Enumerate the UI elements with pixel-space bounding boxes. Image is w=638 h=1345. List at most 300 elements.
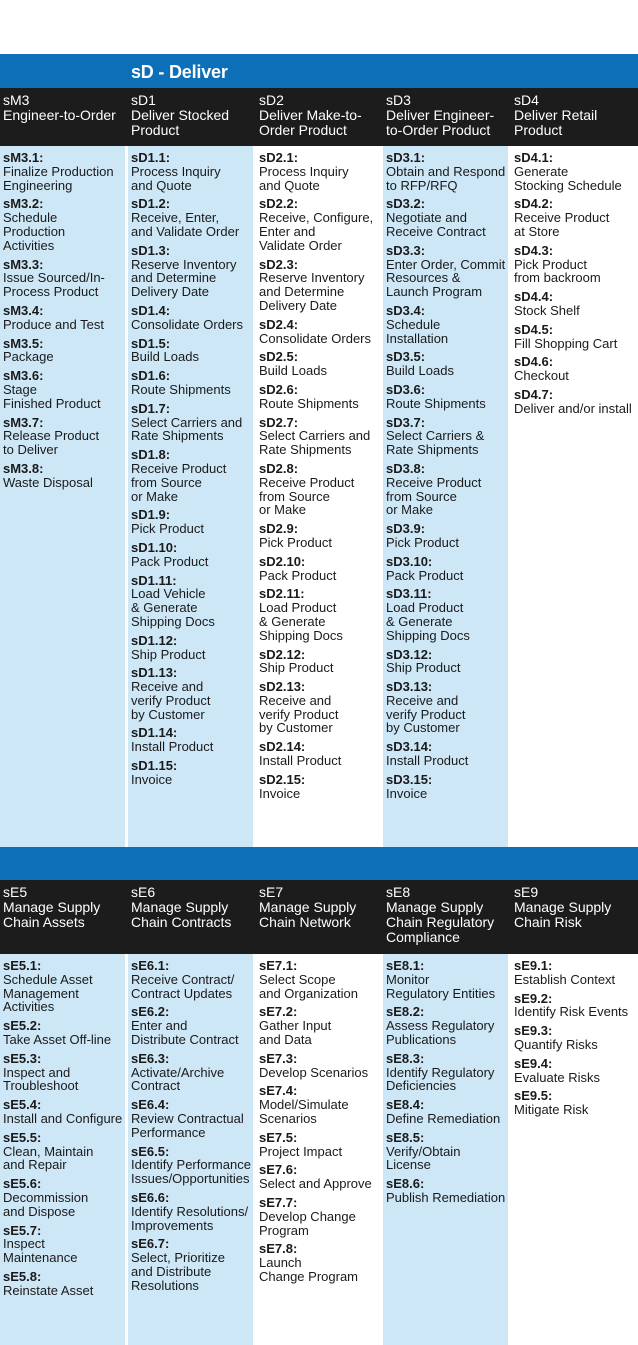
process-code: sE9.4: [514,1055,553,1071]
process-item [0,1019,125,1052]
process-code: sE6.6: [131,1189,170,1205]
process-label: Route Shipments [131,381,231,397]
process-code: sD2.5: [259,349,299,365]
process-code: sD3.14: [386,739,433,755]
header-title: Manage Supply Chain Risk [514,899,612,930]
process-item [256,959,381,1005]
process-code: sE8.2: [386,1004,425,1020]
process-label: Develop Scenarios [259,1064,369,1080]
process-code: sE7.8: [259,1241,298,1257]
process-label: Schedule Installation [386,316,449,346]
process-item [511,388,636,421]
process-label: Project Impact [259,1143,343,1159]
process-item [256,773,381,806]
process-code: sD3.1: [386,150,426,165]
header-title: Engineer-to-Order [3,107,116,123]
deliver-band [0,54,638,88]
process-item [128,508,253,541]
header-title: Manage Supply Chain Regulatory Compliance [386,899,495,945]
process-label: Load Product & Generate Shipping Docs [386,600,470,643]
process-item [383,350,508,383]
process-item [0,1270,125,1303]
process-item [383,151,508,197]
process-code: sD3.9: [386,521,426,537]
process-item [383,587,508,647]
process-code: sE9.1: [514,958,553,973]
section2-column-2 [128,954,253,1345]
process-label: Consolidate Orders [259,330,371,346]
process-label: Evaluate Risks [514,1069,600,1085]
section1-header-sm3 [3,93,127,123]
process-item [383,244,508,304]
process-label: Select Scope and Organization [259,971,359,1001]
header-code: sM3 [3,92,30,108]
process-label: Assess Regulatory Publications [386,1018,495,1047]
process-label: Inspect and Troubleshoot [3,1064,79,1094]
process-item [0,258,125,304]
process-item [256,1005,381,1051]
process-label: Receive Product from Source or Make [259,474,355,518]
process-code: sE6.2: [131,1004,170,1020]
process-label: Identify Performance Issues/Opportunities [131,1157,251,1187]
process-item [0,959,125,1019]
process-item [0,462,125,495]
process-code: sM3.6: [3,368,44,384]
process-label: Monitor Regulatory Entities [386,971,496,1001]
process-label: Build Loads [259,363,327,379]
process-item [0,416,125,462]
process-item [256,740,381,773]
process-code: sD1.7: [131,400,171,416]
process-label: Invoice [259,785,301,801]
process-label: Build Loads [386,363,454,379]
process-code: sE6.1: [131,958,170,973]
process-label: Stage Finished Product [3,381,101,411]
process-label: Fill Shopping Cart [514,335,618,351]
process-code: sD3.2: [386,196,426,212]
header-title: Deliver Stocked Product [131,107,230,138]
process-label: Ship Product [259,660,334,676]
header-title: Deliver Make-to- Order Product [259,107,362,138]
process-item [256,648,381,681]
process-item [0,1131,125,1177]
process-item [128,1237,253,1297]
header-code: sE8 [386,884,411,900]
process-label: Build Loads [131,349,199,365]
process-label: Load Vehicle & Generate Shipping Docs [131,586,215,629]
process-code: sD1.1: [131,150,171,165]
process-label: Reserve Inventory and Determine Delivery Date [131,256,237,300]
process-label: Receive Contract/ Contract Updates [131,971,235,1001]
process-code: sM3.8: [3,460,44,476]
process-label: Stock Shelf [514,302,580,318]
process-code: sD4.6: [514,354,554,370]
section1-header-sd2 [259,93,383,138]
section1-header-sd1 [131,93,255,138]
process-code: sE7.2: [259,1004,298,1020]
process-code: sM3.7: [3,414,44,430]
process-item [511,323,636,356]
process-code: sE9.5: [514,1088,553,1104]
process-code: sD2.9: [259,521,299,537]
process-label: Schedule Asset Management Activities [3,971,93,1015]
process-item [383,1098,508,1131]
process-item [383,1052,508,1098]
process-code: sE6.3: [131,1050,170,1066]
process-label: Ship Product [131,646,206,662]
process-item [256,680,381,740]
process-item [0,1052,125,1098]
process-code: sM3.2: [3,196,44,212]
process-label: Checkout [514,368,569,384]
process-label: Select, Prioritize and Distribute Resolutions [131,1250,225,1293]
process-label: Decommission and Dispose [3,1189,89,1219]
process-label: Pick Product [386,534,459,550]
process-item [0,369,125,415]
process-label: Enter Order, Commit Resources & Launch Program [386,256,506,300]
section1-column-4 [383,146,508,847]
process-item [256,1242,381,1288]
process-label: Launch Change Program [259,1255,358,1284]
process-item [128,1191,253,1237]
process-label: Reserve Inventory and Determine Delivery Date [259,270,365,313]
process-code: sD1.4: [131,302,171,318]
process-label: Schedule Production Activities [3,210,66,253]
process-item [128,666,253,726]
process-item [383,1177,508,1210]
process-label: Receive and verify Product by Customer [386,692,466,736]
process-code: sD2.12: [259,646,306,662]
process-label: Install Product [131,739,214,755]
process-code: sE5.6: [3,1176,42,1192]
process-code: sD4.3: [514,242,554,258]
process-item [0,337,125,370]
process-item [511,1089,636,1122]
section2-header-se5 [3,885,127,930]
process-label: Mitigate Risk [514,1102,589,1118]
section1-column-2 [128,146,253,847]
process-item [0,1177,125,1223]
process-label: Produce and Test [3,316,104,332]
process-item [511,197,636,243]
process-item [511,992,636,1025]
process-label: Route Shipments [386,395,486,411]
process-label: Ship Product [386,660,461,676]
process-code: sD1.10: [131,539,178,555]
section2-header-se7 [259,885,383,930]
process-code: sD3.5: [386,349,426,365]
process-code: sD4.2: [514,196,554,212]
process-code: sD1.8: [131,447,171,463]
header-title: Manage Supply Chain Assets [3,899,101,930]
process-item [128,304,253,337]
process-code: sD1.3: [131,242,171,258]
process-label: Take Asset Off-line [3,1031,112,1047]
process-item [383,416,508,462]
process-code: sD2.10: [259,553,306,569]
process-item [256,151,381,197]
process-code: sD2.8: [259,460,299,476]
process-item [383,304,508,350]
process-item [383,555,508,588]
process-item [383,197,508,243]
process-label: Reinstate Asset [3,1282,94,1298]
process-label: Negotiate and Receive Contract [386,210,486,239]
header-title: Deliver Engineer- to-Order Product [386,107,495,138]
process-label: Invoice [386,785,428,801]
header-code: sD4 [514,92,539,108]
process-code: sD2.7: [259,414,299,430]
header-title: Deliver Retail Product [514,107,598,138]
process-item [128,151,253,197]
section2-header-se8 [386,885,510,945]
process-label: Receive Product at Store [514,210,610,239]
process-code: sD3.8: [386,460,426,476]
section1-column-5 [511,146,636,847]
process-item [383,1005,508,1051]
process-item [256,197,381,257]
process-item [128,634,253,667]
process-item [0,304,125,337]
process-item [0,1224,125,1270]
process-code: sE8.5: [386,1129,425,1145]
process-item [511,1057,636,1090]
process-code: sE5.4: [3,1097,42,1113]
process-item [383,522,508,555]
process-item [511,1024,636,1057]
process-label: Finalize Production Engineering [3,163,114,193]
process-code: sM3.5: [3,335,44,351]
process-item [256,350,381,383]
process-code: sE5.8: [3,1268,42,1284]
process-code: sM3.1: [3,150,44,165]
process-item [128,1052,253,1098]
process-label: Pick Product [259,534,332,550]
process-item [256,383,381,416]
process-label: Quantify Risks [514,1036,598,1052]
process-label: Package [3,349,54,365]
process-code: sD1.13: [131,665,178,681]
process-code: sD2.13: [259,679,306,695]
section1-header-sd4 [514,93,638,138]
section2-column-1 [0,954,125,1345]
process-code: sE7.3: [259,1050,298,1066]
process-code: sE5.5: [3,1129,42,1145]
process-code: sE6.7: [131,1236,170,1252]
process-code: sD4.5: [514,321,554,337]
process-code: sE8.4: [386,1097,425,1113]
process-code: sE9.2: [514,990,553,1006]
process-item [256,587,381,647]
process-item [128,402,253,448]
process-item [256,416,381,462]
process-label: Invoice [131,771,173,787]
process-code: sD1.2: [131,196,171,212]
process-label: Pack Product [131,553,209,569]
process-item [128,1005,253,1051]
process-label: Publish Remediation [386,1189,506,1205]
process-item [128,197,253,243]
process-code: sD4.4: [514,289,554,305]
process-label: Install Product [386,753,469,769]
process-item [256,1131,381,1164]
section1-column-3 [256,146,381,847]
process-label: Install and Configure [3,1110,123,1126]
process-item [128,959,253,1005]
process-label: Receive Product from Source or Make [131,460,227,504]
process-label: Install Product [259,753,342,769]
process-item [0,151,125,197]
process-label: Receive and verify Product by Customer [131,679,211,722]
process-item [511,290,636,323]
process-item [511,355,636,388]
process-item [383,773,508,806]
header-code: sE9 [514,884,539,900]
process-item [256,462,381,522]
process-label: Pick Product from backroom [514,256,601,286]
section1-header-sd3 [386,93,510,138]
section2-header-se9 [514,885,638,930]
process-code: sE7.4: [259,1083,298,1099]
process-item [128,337,253,370]
process-code: sE7.7: [259,1194,298,1210]
process-item [511,244,636,290]
process-label: Process Inquiry and Quote [259,163,349,193]
header-code: sE7 [259,884,284,900]
process-code: sE5.2: [3,1018,42,1034]
section1-header-row [0,88,638,146]
process-code: sD3.3: [386,242,426,258]
process-label: Issue Sourced/In- Process Product [3,270,105,300]
process-code: sD1.6: [131,368,171,384]
process-label: Process Inquiry and Quote [131,163,221,193]
header-code: sD3 [386,92,411,108]
process-code: sD2.4: [259,316,299,332]
process-code: sE6.4: [131,1097,170,1113]
process-item [383,1131,508,1177]
process-code: sD3.15: [386,771,433,787]
process-item [128,726,253,759]
header-code: sE5 [3,884,28,900]
header-code: sD2 [259,92,284,108]
header-code: sD1 [131,92,156,108]
process-code: sE5.1: [3,958,42,973]
process-item [383,383,508,416]
process-label: Develop Change Program [259,1208,356,1238]
process-code: sD1.12: [131,632,178,648]
process-label: Select Carriers & Rate Shipments [386,428,485,458]
process-item [128,1145,253,1191]
process-label: Gather Input and Data [259,1018,332,1047]
section2-header-se6 [131,885,255,930]
process-code: sD2.6: [259,381,299,397]
process-item [0,197,125,257]
process-code: sE8.3: [386,1050,425,1066]
process-code: sM3.3: [3,256,44,272]
process-code: sD1.9: [131,507,171,523]
section2-column-3 [256,954,381,1345]
process-code: sD4.1: [514,150,554,165]
header-title: Manage Supply Chain Network [259,899,357,930]
process-item [128,448,253,508]
process-code: sD3.13: [386,679,433,695]
header-title: Manage Supply Chain Contracts [131,899,232,930]
process-code: sE7.5: [259,1129,298,1145]
process-label: Identify Regulatory Deficiencies [386,1064,495,1094]
process-code: sE6.5: [131,1143,170,1159]
process-label: Verify/Obtain License [386,1143,461,1173]
process-code: sD2.15: [259,771,306,787]
process-label: Route Shipments [259,395,359,411]
process-label: Define Remediation [386,1110,501,1126]
section2-column-5 [511,954,636,1345]
process-item [128,244,253,304]
process-code: sD2.2: [259,196,299,212]
process-item [511,151,636,197]
process-label: Load Product & Generate Shipping Docs [259,600,343,643]
process-label: Receive and verify Product by Customer [259,692,339,736]
deliver-band-title: sD - Deliver [131,62,228,82]
process-code: sD3.12: [386,646,433,662]
process-label: Receive, Enter, and Validate Order [131,210,240,239]
process-code: sD2.1: [259,150,299,165]
process-item [383,959,508,1005]
process-label: Receive, Configure, Enter and Validate Order [259,210,374,253]
section2-column-4 [383,954,508,1345]
process-item [256,318,381,351]
process-code: sD1.11: [131,572,177,588]
process-code: sD1.5: [131,335,171,351]
process-code: sD1.14: [131,725,178,741]
process-label: Consolidate Orders [131,316,243,332]
process-item [256,1084,381,1130]
process-item [383,740,508,773]
process-code: sE7.6: [259,1162,298,1178]
process-code: sE7.1: [259,958,298,973]
process-code: sE5.3: [3,1050,42,1066]
process-label: Establish Context [514,971,616,987]
process-item [128,759,253,792]
process-item [128,369,253,402]
process-label: Review Contractual Performance [131,1110,244,1140]
process-code: sD2.14: [259,739,306,755]
process-item [256,522,381,555]
process-code: sD2.3: [259,256,299,272]
process-item [0,1098,125,1131]
process-code: sE8.6: [386,1176,425,1192]
process-code: sE9.3: [514,1023,553,1039]
process-label: Pack Product [259,567,337,583]
process-code: sE8.1: [386,958,425,973]
process-item [256,258,381,318]
section2-header-row [0,880,638,954]
process-code: sD3.6: [386,381,426,397]
process-code: sD4.7: [514,386,554,402]
process-code: sE5.7: [3,1222,42,1238]
process-label: Select Carriers and Rate Shipments [131,414,243,444]
process-code: sD2.11: [259,586,305,602]
process-item [511,959,636,992]
process-item [128,574,253,634]
process-label: Pack Product [386,567,464,583]
process-label: Deliver and/or install [514,400,632,416]
process-code: sD3.7: [386,414,426,430]
enable-band [0,847,638,880]
process-code: sD3.11: [386,586,432,602]
process-label: Select and Approve [259,1176,372,1192]
process-label: Receive Product from Source or Make [386,474,482,518]
process-item [128,1098,253,1144]
